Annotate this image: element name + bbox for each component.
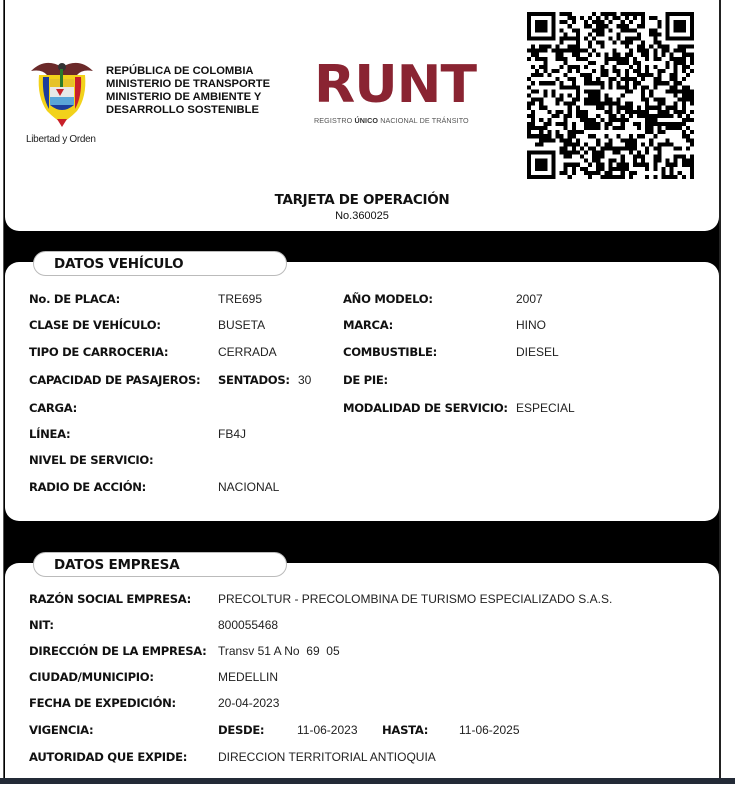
carroceria-value: CERRADA (218, 345, 277, 359)
ministry-line: MINISTERIO DE AMBIENTE Y (106, 91, 262, 103)
qr-finder-pattern (665, 12, 694, 41)
nit-value: 800055468 (218, 618, 279, 632)
fecha-value: 20-04-2023 (218, 696, 280, 710)
marca-label: MARCA: (343, 318, 393, 332)
desde-value: 11-06-2023 (297, 723, 358, 737)
page-edge-line (3, 0, 4, 784)
nit-label: NIT: (29, 618, 54, 632)
section-title-vehicle: DATOS VEHÍCULO (33, 251, 287, 276)
carroceria-label: TIPO DE CARROCERIA: (29, 345, 169, 359)
radio-value: NACIONAL (218, 480, 280, 494)
ministry-line: MINISTERIO DE TRANSPORTE (106, 78, 271, 90)
capacidad-label: CAPACIDAD DE PASAJEROS: (29, 373, 201, 387)
razon-label: RAZÓN SOCIAL EMPRESA: (29, 592, 192, 606)
qr-finder-pattern (527, 12, 556, 41)
razon-value: PRECOLTUR - PRECOLOMBINA DE TURISMO ESPECIALIZADO S.A.S. (218, 592, 613, 606)
coat-of-arms-icon (27, 57, 97, 127)
bottom-bar (0, 778, 735, 784)
document-number: No.360025 (335, 210, 389, 222)
linea-label: LÍNEA: (29, 427, 71, 441)
depie-label: DE PIE: (343, 373, 388, 387)
combustible-value: DIESEL (516, 345, 559, 359)
autoridad-value: DIRECCION TERRITORIAL ANTIOQUIA (218, 750, 436, 764)
runt-subtitle (314, 116, 469, 125)
desde-label: DESDE: (218, 723, 265, 737)
ministry-line: REPÚBLICA DE COLOMBIA (106, 65, 254, 77)
anio-value: 2007 (516, 292, 543, 306)
fecha-label: FECHA DE EXPEDICIÓN: (29, 696, 176, 710)
ministry-line: DESARROLLO SOSTENIBLE (106, 104, 259, 116)
modalidad-value: ESPECIAL (516, 401, 575, 415)
nivel-label: NIVEL DE SERVICIO: (29, 453, 154, 467)
ministry-block (106, 65, 270, 117)
direccion-label: DIRECCIÓN DE LA EMPRESA: (29, 644, 207, 658)
carga-label: CARGA: (29, 401, 77, 415)
clase-value: BUSETA (218, 318, 266, 332)
page-edge-line-right (719, 0, 721, 784)
modalidad-label: MODALIDAD DE SERVICIO: (343, 401, 508, 415)
qr-finder-pattern (527, 150, 556, 179)
hasta-label: HASTA: (382, 723, 429, 737)
vigencia-label: VIGENCIA: (29, 723, 94, 737)
qr-code-icon (527, 12, 694, 179)
autoridad-label: AUTORIDAD QUE EXPIDE: (29, 750, 188, 764)
ciudad-value: MEDELLIN (218, 670, 279, 684)
placa-value: TRE695 (218, 292, 263, 306)
runt-logo: RUNT (314, 55, 476, 115)
runt-subtitle-part: NACIONAL DE TRÁNSITO (378, 116, 469, 125)
clase-label: CLASE DE VEHÍCULO: (29, 318, 161, 332)
linea-value: FB4J (218, 427, 247, 441)
sentados-value: 30 (298, 373, 312, 387)
coat-of-arms-motto: Libertad y Orden (26, 134, 96, 145)
document-title: TARJETA DE OPERACIÓN (274, 192, 450, 208)
hasta-value: 11-06-2025 (459, 723, 520, 737)
placa-label: No. DE PLACA: (29, 292, 120, 306)
runt-subtitle-bold: ÚNICO (354, 116, 379, 125)
combustible-label: COMBUSTIBLE: (343, 345, 437, 359)
radio-label: RADIO DE ACCIÓN: (29, 480, 147, 494)
runt-subtitle-part: REGISTRO (314, 116, 355, 125)
marca-value: HINO (516, 318, 546, 332)
section-title-company: DATOS EMPRESA (33, 552, 287, 577)
sentados-label: SENTADOS: (218, 373, 290, 387)
direccion-value: Transv 51 A No 69 05 (218, 644, 340, 658)
anio-label: AÑO MODELO: (343, 292, 433, 306)
ciudad-label: CIUDAD/MUNICIPIO: (29, 670, 154, 684)
